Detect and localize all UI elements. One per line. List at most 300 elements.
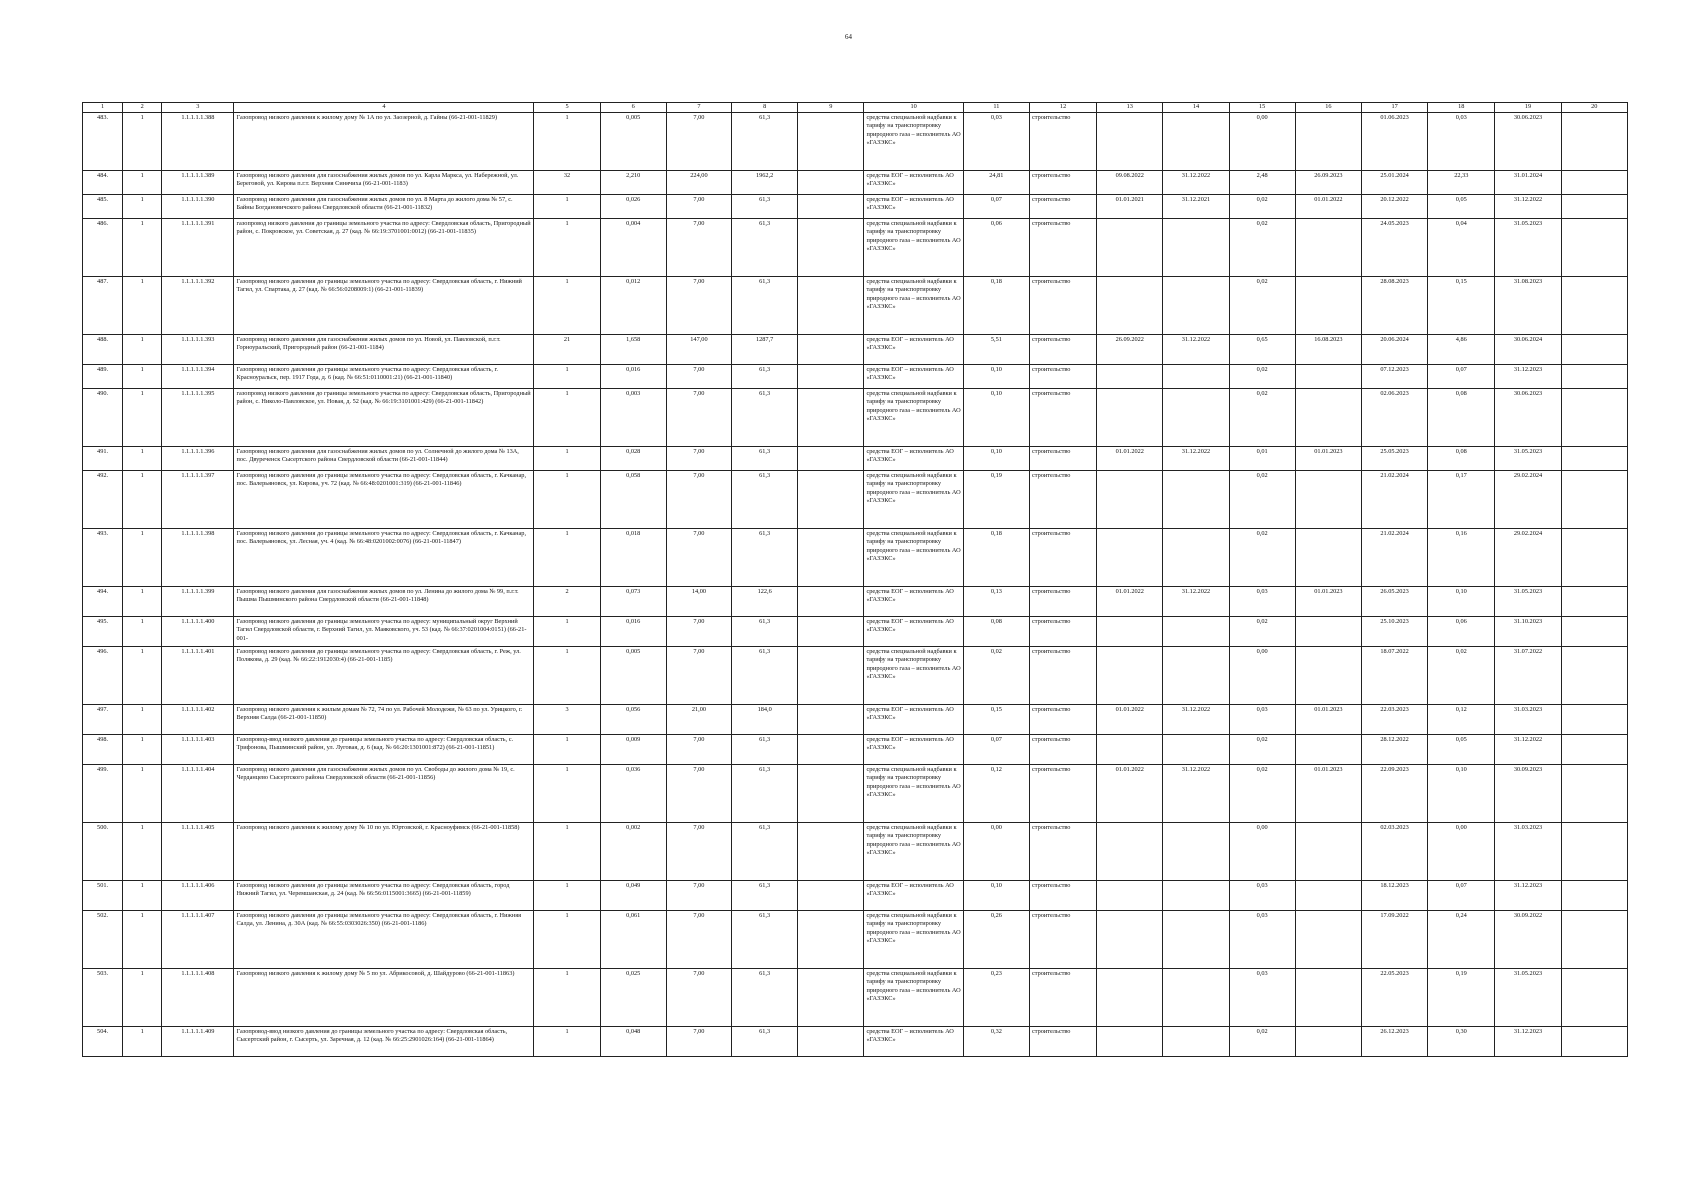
table-cell <box>1163 1026 1229 1056</box>
table-cell: 1 <box>534 364 600 388</box>
table-cell <box>1097 1026 1163 1056</box>
table-cell: 0,056 <box>600 704 666 734</box>
table-cell: Газопровод низкого давления для газоснабжения жилых домов по ул. Карла Маркса, ул. Набережной, ул. Береговой, ул. Кирова п.г.т. Верхняя Синячиха (66-21-001-1183) <box>234 170 534 194</box>
table-cell: 31.05.2023 <box>1495 218 1561 276</box>
table-cell: 21 <box>534 334 600 364</box>
table-cell <box>1561 586 1627 616</box>
table-cell: 491. <box>83 446 123 470</box>
table-cell <box>798 616 864 646</box>
table-cell: Газопровод низкого давления для газоснабжения жилых домов по ул. Свободы до жилого дома № 19, с. Черданцево Сысертского района Свердловской области (66-21-001-11856) <box>234 764 534 822</box>
table-cell: строительство <box>1029 218 1096 276</box>
table-cell: 0,004 <box>600 218 666 276</box>
table-cell: строительство <box>1029 764 1096 822</box>
table-cell <box>1295 822 1361 880</box>
table-cell <box>1295 910 1361 968</box>
table-cell: 0,02 <box>1229 218 1295 276</box>
table-cell: 0,06 <box>963 218 1029 276</box>
table-cell: 16.08.2023 <box>1295 334 1361 364</box>
table-cell: 26.09.2023 <box>1295 170 1361 194</box>
table-cell: 0,12 <box>963 764 1029 822</box>
table-cell: 7,00 <box>666 528 731 586</box>
table-cell: 61,3 <box>732 1026 798 1056</box>
table-cell: 1 <box>123 218 162 276</box>
table-cell <box>1163 218 1229 276</box>
table-cell: 61,3 <box>732 616 798 646</box>
column-header: 6 <box>600 103 666 113</box>
table-cell <box>798 528 864 586</box>
table-cell: строительство <box>1029 586 1096 616</box>
table-cell: 0,16 <box>1428 528 1495 586</box>
table-cell: Газопровод-ввод низкого давления до границы земельного участка по адресу: Свердловская область, Сысертский район, г. Сысерть, ул. Заречная, д. 12 (кад. № 66:25:2901026:164) (66-21-001-11864) <box>234 1026 534 1056</box>
table-row <box>83 616 1628 646</box>
table-cell: 31.12.2022 <box>1163 170 1229 194</box>
table-cell: 31.03.2023 <box>1495 822 1561 880</box>
table-cell: средства специальной надбавки к тарифу на транспортировку природного газа – исполнитель АО «ГАЗЭКС» <box>864 968 963 1026</box>
table-cell <box>798 646 864 704</box>
table-cell: 25.01.2024 <box>1361 170 1427 194</box>
table-cell: 0,30 <box>1428 1026 1495 1056</box>
table-row <box>83 112 1628 170</box>
table-row <box>83 880 1628 910</box>
table-cell <box>1097 112 1163 170</box>
table-cell <box>1163 910 1229 968</box>
table-cell <box>798 968 864 1026</box>
table-cell: 25.05.2023 <box>1361 446 1427 470</box>
table-cell: 1 <box>534 112 600 170</box>
table-cell: 0,02 <box>1229 1026 1295 1056</box>
table-cell <box>1295 112 1361 170</box>
column-header: 19 <box>1495 103 1561 113</box>
table-cell: 488. <box>83 334 123 364</box>
table-cell: 0,016 <box>600 616 666 646</box>
table-cell <box>798 470 864 528</box>
table-cell: средства специальной надбавки к тарифу на транспортировку природного газа – исполнитель АО «ГАЗЭКС» <box>864 388 963 446</box>
table-cell: 0,03 <box>1229 910 1295 968</box>
table-cell: строительство <box>1029 446 1096 470</box>
table-cell <box>1163 388 1229 446</box>
table-cell: 0,13 <box>963 586 1029 616</box>
table-cell <box>1163 528 1229 586</box>
table-cell: 1 <box>534 910 600 968</box>
table-cell <box>1295 646 1361 704</box>
table-cell: 61,3 <box>732 764 798 822</box>
table-cell: средства специальной надбавки к тарифу на транспортировку природного газа – исполнитель АО «ГАЗЭКС» <box>864 646 963 704</box>
table-cell: 1 <box>123 364 162 388</box>
table-cell <box>1295 880 1361 910</box>
table-cell: 61,3 <box>732 822 798 880</box>
table-cell: 01.01.2022 <box>1097 764 1163 822</box>
table-cell: 0,02 <box>1229 276 1295 334</box>
table-cell: 1.1.1.1.1.396 <box>162 446 234 470</box>
table-cell: 0,025 <box>600 968 666 1026</box>
table-cell <box>1295 388 1361 446</box>
table-cell: 1.1.1.1.1.406 <box>162 880 234 910</box>
table-cell <box>798 586 864 616</box>
table-cell: 22.03.2023 <box>1361 704 1427 734</box>
table-cell: 01.01.2022 <box>1295 194 1361 218</box>
table-cell <box>798 704 864 734</box>
table-cell: 0,18 <box>963 528 1029 586</box>
column-header: 14 <box>1163 103 1229 113</box>
table-cell: 0,02 <box>1428 646 1495 704</box>
table-cell: 7,00 <box>666 112 731 170</box>
table-cell: средства ЕОГ – исполнитель АО «ГАЗЭКС» <box>864 734 963 764</box>
table-cell: 1 <box>534 734 600 764</box>
table-row <box>83 170 1628 194</box>
table-cell: 1 <box>534 276 600 334</box>
table-cell: 1.1.1.1.1.395 <box>162 388 234 446</box>
table-cell: 487. <box>83 276 123 334</box>
table-cell <box>798 734 864 764</box>
table-cell: 0,02 <box>963 646 1029 704</box>
table-cell: 0,012 <box>600 276 666 334</box>
table-cell: 7,00 <box>666 646 731 704</box>
table-cell <box>1561 364 1627 388</box>
table-cell: 0,04 <box>1428 218 1495 276</box>
table-cell: 30.09.2022 <box>1495 910 1561 968</box>
table-cell: 0,009 <box>600 734 666 764</box>
table-row <box>83 218 1628 276</box>
table-cell: 1 <box>123 646 162 704</box>
table-cell: Газопровод-ввод низкого давления до границы земельного участка по адресу: Свердловская область, с. Трифонова, Пышминский район, ул. Луговая, д. 6 (кад. № 66:20:1301001:872) (66-21-001-11851) <box>234 734 534 764</box>
table-cell: 0,08 <box>1428 446 1495 470</box>
table-cell: средства специальной надбавки к тарифу на транспортировку природного газа – исполнитель АО «ГАЗЭКС» <box>864 112 963 170</box>
table-cell: 0,018 <box>600 528 666 586</box>
table-cell: Газопровод низкого давления до границы земельного участка по адресу: Свердловская область, г. Реж, ул. Полякова, д. 29 (кад. № 66:22:1912030:4) (66-21-001-1185) <box>234 646 534 704</box>
table-cell: 1 <box>123 968 162 1026</box>
table-cell: 5,51 <box>963 334 1029 364</box>
table-cell <box>1097 470 1163 528</box>
table-cell: 02.06.2023 <box>1361 388 1427 446</box>
table-cell <box>1163 470 1229 528</box>
table-cell: строительство <box>1029 170 1096 194</box>
table-cell <box>1561 646 1627 704</box>
table-cell: 0,15 <box>963 704 1029 734</box>
table-row <box>83 334 1628 364</box>
table-cell <box>798 764 864 822</box>
table-cell: 1 <box>534 764 600 822</box>
table-cell <box>1561 528 1627 586</box>
table-cell: 31.12.2022 <box>1495 194 1561 218</box>
table-cell: 1.1.1.1.1.398 <box>162 528 234 586</box>
table-cell: Газопровод низкого давления до границы земельного участка по адресу: Свердловская область, город Нижний Тагил, ул. Черемшанская, д. 24 (кад. № 66:56:0115001:3665) (66-21-001-11859) <box>234 880 534 910</box>
table-cell: 28.12.2022 <box>1361 734 1427 764</box>
table-cell: Газопровод низкого давления для газоснабжения жилых домов по ул. 8 Марта до жилого дома № 57, с. Байны Богдановичского района Свердловской области (66-21-001-11832) <box>234 194 534 218</box>
table-cell <box>1561 734 1627 764</box>
table-cell: 7,00 <box>666 734 731 764</box>
table-cell: 1 <box>534 1026 600 1056</box>
table-cell: 7,00 <box>666 446 731 470</box>
table-cell: Газопровод низкого давления к жилому дому № 5 по ул. Абрикосовой, д. Шайдурово (66-21-001-11863) <box>234 968 534 1026</box>
table-cell: строительство <box>1029 334 1096 364</box>
table-cell: 0,049 <box>600 880 666 910</box>
table-cell: 0,07 <box>1428 364 1495 388</box>
table-cell <box>1097 910 1163 968</box>
table-cell: 1.1.1.1.1.401 <box>162 646 234 704</box>
table-cell: 1 <box>123 388 162 446</box>
table-cell: строительство <box>1029 910 1096 968</box>
column-header: 17 <box>1361 103 1427 113</box>
table-cell: 02.03.2023 <box>1361 822 1427 880</box>
table-cell: 1 <box>123 194 162 218</box>
table-cell: 0,05 <box>1428 734 1495 764</box>
table-cell: 61,3 <box>732 388 798 446</box>
table-cell <box>1097 616 1163 646</box>
table-cell: 7,00 <box>666 1026 731 1056</box>
table-cell: средства ЕОГ – исполнитель АО «ГАЗЭКС» <box>864 170 963 194</box>
table-cell: 1 <box>534 646 600 704</box>
table-cell <box>798 276 864 334</box>
table-cell: 26.12.2023 <box>1361 1026 1427 1056</box>
table-cell: 4,86 <box>1428 334 1495 364</box>
table-cell: 0,028 <box>600 446 666 470</box>
table-row <box>83 364 1628 388</box>
table-cell: 14,00 <box>666 586 731 616</box>
column-header: 4 <box>234 103 534 113</box>
table-cell <box>1163 112 1229 170</box>
table-cell: 31.12.2023 <box>1495 364 1561 388</box>
table-cell: 1 <box>123 586 162 616</box>
table-cell: 1 <box>123 880 162 910</box>
table-cell: средства специальной надбавки к тарифу на транспортировку природного газа – исполнитель АО «ГАЗЭКС» <box>864 910 963 968</box>
table-cell: 0,03 <box>963 112 1029 170</box>
table-cell <box>1561 334 1627 364</box>
table-cell: 1 <box>123 470 162 528</box>
table-cell <box>1561 388 1627 446</box>
table-cell: 0,005 <box>600 646 666 704</box>
table-cell: 18.12.2023 <box>1361 880 1427 910</box>
table-cell: 1 <box>534 194 600 218</box>
table-cell: 61,3 <box>732 470 798 528</box>
table-cell: 0,08 <box>963 616 1029 646</box>
table-cell: строительство <box>1029 616 1096 646</box>
table-cell: 21.02.2024 <box>1361 528 1427 586</box>
table-cell: 499. <box>83 764 123 822</box>
table-cell: 1.1.1.1.1.388 <box>162 112 234 170</box>
header-row <box>83 103 1628 113</box>
table-cell: 1962,2 <box>732 170 798 194</box>
table-cell <box>798 218 864 276</box>
table-cell: 22.09.2023 <box>1361 764 1427 822</box>
table-cell <box>1561 704 1627 734</box>
table-cell <box>1561 218 1627 276</box>
table-cell: 1.1.1.1.1.405 <box>162 822 234 880</box>
table-cell: 503. <box>83 968 123 1026</box>
table-cell: 29.02.2024 <box>1495 470 1561 528</box>
table-cell: 483. <box>83 112 123 170</box>
table-cell: 1.1.1.1.1.402 <box>162 704 234 734</box>
table-cell <box>1295 528 1361 586</box>
table-cell: строительство <box>1029 364 1096 388</box>
table-cell: 0,08 <box>1428 388 1495 446</box>
table-cell: 0,00 <box>1229 822 1295 880</box>
table-cell: строительство <box>1029 1026 1096 1056</box>
table-cell: 0,07 <box>963 194 1029 218</box>
table-cell: 0,03 <box>1229 968 1295 1026</box>
table-cell: 32 <box>534 170 600 194</box>
table-cell: 0,06 <box>1428 616 1495 646</box>
table-cell <box>1163 880 1229 910</box>
table-cell: 01.01.2023 <box>1295 764 1361 822</box>
table-cell: газопровод низкого давления до границы земельного участка по адресу: Свердловская область, Пригородный район, с. Покровское, ул. Советская, д. 27 (кад. № 66:19:3701001:0012) (66-21-001-11835) <box>234 218 534 276</box>
table-cell: 7,00 <box>666 822 731 880</box>
table-cell: строительство <box>1029 734 1096 764</box>
column-header: 10 <box>864 103 963 113</box>
table-cell <box>798 112 864 170</box>
table-cell: 0,02 <box>1229 616 1295 646</box>
table-cell: 1 <box>123 446 162 470</box>
table-cell: Газопровод низкого давления к жилому дому № 1А по ул. Заозерной, д. Гайны (66-21-001-11829) <box>234 112 534 170</box>
table-row <box>83 704 1628 734</box>
table-cell <box>798 170 864 194</box>
table-cell: средства специальной надбавки к тарифу на транспортировку природного газа – исполнитель АО «ГАЗЭКС» <box>864 528 963 586</box>
table-cell: средства ЕОГ – исполнитель АО «ГАЗЭКС» <box>864 880 963 910</box>
table-cell: 7,00 <box>666 968 731 1026</box>
table-cell: 0,02 <box>1229 388 1295 446</box>
table-cell <box>1561 1026 1627 1056</box>
table-cell <box>1561 276 1627 334</box>
table-cell: 1 <box>123 822 162 880</box>
table-cell: 224,00 <box>666 170 731 194</box>
table-cell: 1.1.1.1.1.407 <box>162 910 234 968</box>
table-cell <box>1097 388 1163 446</box>
table-cell: 495. <box>83 616 123 646</box>
table-cell: 0,10 <box>1428 764 1495 822</box>
table-cell: 09.08.2022 <box>1097 170 1163 194</box>
table-cell: строительство <box>1029 276 1096 334</box>
table-cell: 1.1.1.1.1.390 <box>162 194 234 218</box>
table-cell <box>1097 734 1163 764</box>
table-cell: 30.09.2023 <box>1495 764 1561 822</box>
table-row <box>83 910 1628 968</box>
table-cell <box>1295 734 1361 764</box>
table-cell: 29.02.2024 <box>1495 528 1561 586</box>
table-cell: 1 <box>534 218 600 276</box>
table-cell <box>1561 194 1627 218</box>
column-header: 15 <box>1229 103 1295 113</box>
table-cell: 01.01.2022 <box>1097 586 1163 616</box>
table-cell: 1 <box>123 734 162 764</box>
table-cell <box>798 1026 864 1056</box>
table-cell: 0,07 <box>963 734 1029 764</box>
table-cell: 484. <box>83 170 123 194</box>
column-header: 18 <box>1428 103 1495 113</box>
table-cell: 31.05.2023 <box>1495 586 1561 616</box>
table-cell <box>1295 968 1361 1026</box>
table-cell: 61,3 <box>732 446 798 470</box>
table-cell: 7,00 <box>666 470 731 528</box>
table-cell: 1 <box>534 528 600 586</box>
table-cell: 0,00 <box>1229 646 1295 704</box>
table-cell: 01.01.2023 <box>1295 586 1361 616</box>
table-cell: 1 <box>123 1026 162 1056</box>
table-cell: 61,3 <box>732 880 798 910</box>
table-cell: 7,00 <box>666 880 731 910</box>
table-cell: 485. <box>83 194 123 218</box>
table-cell: 07.12.2023 <box>1361 364 1427 388</box>
table-cell: 0,026 <box>600 194 666 218</box>
table-cell: 1.1.1.1.1.394 <box>162 364 234 388</box>
table-cell: 26.05.2023 <box>1361 586 1427 616</box>
table-cell: 1 <box>534 388 600 446</box>
table-cell: средства специальной надбавки к тарифу на транспортировку природного газа – исполнитель АО «ГАЗЭКС» <box>864 218 963 276</box>
table-cell: 1.1.1.1.1.391 <box>162 218 234 276</box>
table-cell: 61,3 <box>732 734 798 764</box>
table-cell <box>798 364 864 388</box>
table-cell: 31.05.2023 <box>1495 446 1561 470</box>
table-cell <box>798 910 864 968</box>
table-cell: 01.01.2021 <box>1097 194 1163 218</box>
table-cell: 61,3 <box>732 364 798 388</box>
column-header: 7 <box>666 103 731 113</box>
table-cell: 496. <box>83 646 123 704</box>
table-row <box>83 194 1628 218</box>
table-cell: 492. <box>83 470 123 528</box>
table-cell: 31.12.2022 <box>1163 446 1229 470</box>
table-cell: средства ЕОГ – исполнитель АО «ГАЗЭКС» <box>864 446 963 470</box>
table-cell <box>1561 616 1627 646</box>
column-header: 13 <box>1097 103 1163 113</box>
table-cell <box>1295 1026 1361 1056</box>
table-cell <box>1561 764 1627 822</box>
table-cell: 500. <box>83 822 123 880</box>
table-cell: 1 <box>123 334 162 364</box>
table-cell: 1 <box>123 616 162 646</box>
table-cell: 0,19 <box>963 470 1029 528</box>
table-cell: 1 <box>123 764 162 822</box>
table-cell: 61,3 <box>732 276 798 334</box>
table-cell: 0,02 <box>1229 194 1295 218</box>
table-cell <box>1295 616 1361 646</box>
table-cell: 0,002 <box>600 822 666 880</box>
table-cell: 0,073 <box>600 586 666 616</box>
table-cell <box>1561 446 1627 470</box>
table-cell <box>1163 734 1229 764</box>
data-table <box>82 102 1628 1057</box>
table-cell: 0,00 <box>1428 822 1495 880</box>
table-cell <box>1163 364 1229 388</box>
table-cell: 498. <box>83 734 123 764</box>
table-cell <box>1097 968 1163 1026</box>
table-row <box>83 646 1628 704</box>
table-row <box>83 470 1628 528</box>
table-row <box>83 276 1628 334</box>
table-cell: 21,00 <box>666 704 731 734</box>
table-cell <box>1097 880 1163 910</box>
table-cell: 26.09.2022 <box>1097 334 1163 364</box>
table-cell <box>1163 276 1229 334</box>
table-cell: 0,07 <box>1428 880 1495 910</box>
table-cell: 2,210 <box>600 170 666 194</box>
table-cell: строительство <box>1029 194 1096 218</box>
table-cell: 0,03 <box>1229 880 1295 910</box>
table-cell: 0,016 <box>600 364 666 388</box>
table-cell: средства ЕОГ – исполнитель АО «ГАЗЭКС» <box>864 194 963 218</box>
table-cell: 0,03 <box>1229 586 1295 616</box>
table-cell <box>1561 910 1627 968</box>
table-cell: 24,81 <box>963 170 1029 194</box>
table-cell: 01.06.2023 <box>1361 112 1427 170</box>
column-header: 5 <box>534 103 600 113</box>
table-cell: 0,10 <box>963 388 1029 446</box>
table-cell: строительство <box>1029 880 1096 910</box>
table-cell: 31.10.2023 <box>1495 616 1561 646</box>
table-cell: 31.01.2024 <box>1495 170 1561 194</box>
table-cell: 1 <box>123 528 162 586</box>
table-cell: Газопровод низкого давления до границы земельного участка по адресу: муниципальный округ Верхний Тагил Свердловской области, г. Верхний Тагил, ул. Маяковского, уч. 53 (кад. № 66:37:0201004:0151) (66-21-001- <box>234 616 534 646</box>
table-cell <box>1097 364 1163 388</box>
table-cell <box>1295 470 1361 528</box>
